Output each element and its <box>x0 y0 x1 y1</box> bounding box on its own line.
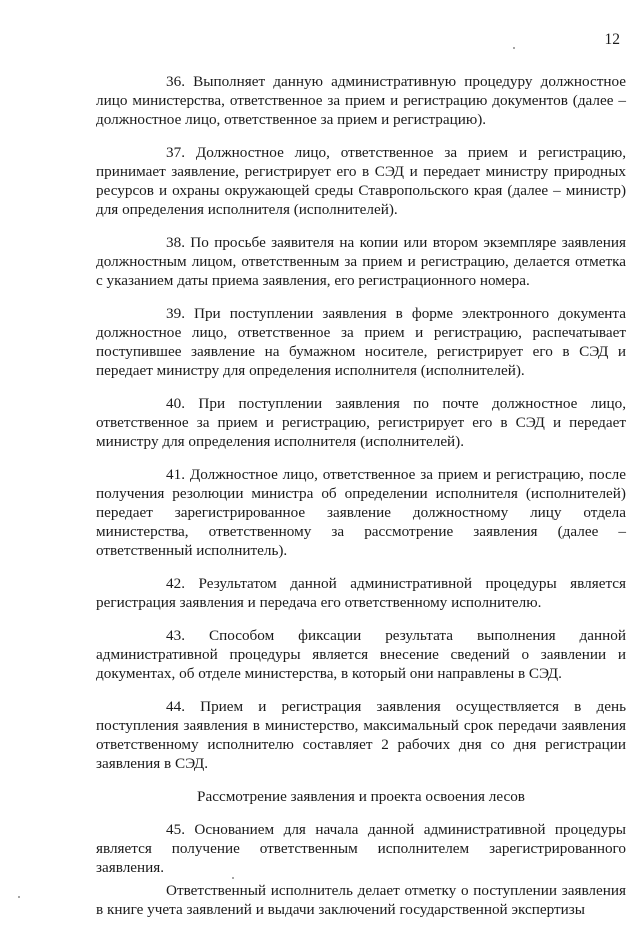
paragraph-39: 39. При поступлении заявления в форме электронного документа должностное лицо, ответственное за прием и регистрацию, распечатывает поступившее заявление на бумажном носителе, регистрирует его в СЭД и передает министру для определения исполнителя (исполнителей). <box>96 305 626 379</box>
paragraph-38: 38. По просьбе заявителя на копии или втором экземпляре заявления должностным лицом, ответственным за прием и регистрацию, делается отметка с указанием даты приема заявления, его регистрационного номера. <box>96 234 626 289</box>
paragraph-43: 43. Способом фиксации результата выполнения данной административной процедуры является внесение сведений о заявлении и документах, об отделе министерства, в который они направлены в СЭД. <box>96 627 626 682</box>
paragraph-45: 45. Основанием для начала данной административной процедуры является получение ответственным исполнителем зарегистрированного заявления. <box>96 821 626 876</box>
paragraph-36: 36. Выполняет данную административную процедуру должностное лицо министерства, ответственное за прием и регистрацию документов (далее – должностное лицо, ответственное за прием и регистрацию). <box>96 73 626 128</box>
paragraph-41: 41. Должностное лицо, ответственное за прием и регистрацию, после получения резолюции министра об определении исполнителя (исполнителей) передает зарегистрированное заявление должностному лицу отдела министерства, ответственному за рассмотрение заявления (далее – ответственный исполнитель). <box>96 466 626 559</box>
paragraph-37: 37. Должностное лицо, ответственное за прием и регистрацию, принимает заявление, регистрирует его в СЭД и передает министру природных ресурсов и охраны окружающей среды Ставропольского края (далее – министр) для определения исполнителя (исполнителей). <box>96 144 626 218</box>
paragraph-42: 42. Результатом данной административной процедуры является регистрация заявления и передача его ответственному исполнителю. <box>96 575 626 611</box>
paragraph-44: 44. Прием и регистрация заявления осуществляется в день поступления заявления в министерство, максимальный срок передачи заявления ответственному исполнителю составляет 2 рабочих дня со дня регистрации заявления в СЭД. <box>96 698 626 772</box>
scan-speck <box>232 877 234 879</box>
paragraph-continued: Ответственный исполнитель делает отметку о поступлении заявления в книге учета заявлений и выдачи заключений государственной экспертизы <box>96 882 626 918</box>
scan-speck <box>513 47 515 49</box>
section-heading: Рассмотрение заявления и проекта освоения лесов <box>197 788 525 805</box>
document-body <box>96 72 626 933</box>
paragraph-40: 40. При поступлении заявления по почте должностное лицо, ответственное за прием и регистрацию, регистрирует его в СЭД и передает министру для определения исполнителя (исполнителей). <box>96 395 626 450</box>
page-number: 12 <box>604 31 620 48</box>
scan-speck <box>18 896 20 898</box>
